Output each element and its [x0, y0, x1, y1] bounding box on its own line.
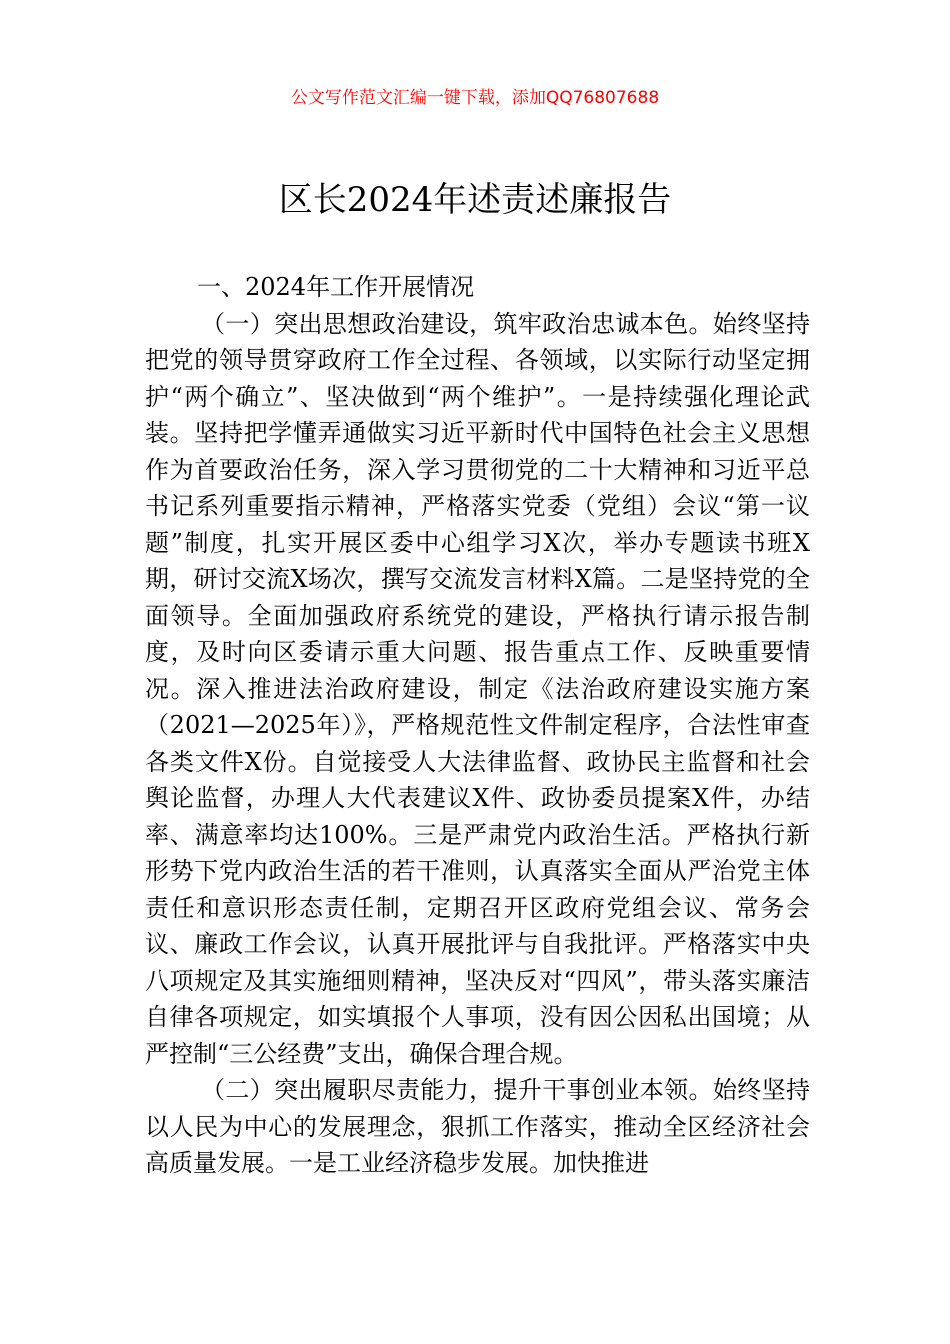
document-body — [145, 269, 810, 1182]
download-banner: 公文写作范文汇编一键下载，添加QQ76807688 — [290, 88, 660, 108]
section-heading: 一、2024年工作开展情况 — [197, 273, 475, 301]
paragraph: （二）突出履职尽责能力，提升干事创业本领。始终坚持以人民为中心的发展理念，狠抓工作落实，推动全区经济社会高质量发展。一是工业经济稳步发展。加快推进 — [145, 1076, 810, 1177]
document-title: 区长2024年述责述廉报告 — [278, 180, 672, 220]
paragraph: （一）突出思想政治建设，筑牢政治忠诚本色。始终坚持把党的领导贯穿政府工作全过程、各领域，以实际行动坚定拥护“两个确立”、坚决做到“两个维护”。一是持续强化理论武装。坚持把学懂弄通做实习近平新时代中国特色社会主义思想作为首要政治任务，深入学习贯彻党的二十大精神和习近平总书记系列重要指示精神，严格落实党委（党组）会议“第一议题”制度，扎实开展区委中心组学习X次，举办专题读书班X期，研讨交流X场次，撰写交流发言材料X篇。二是坚持党的全面领导。全面加强政府系统党的建设，严格执行请示报告制度，及时向区委请示重大问题、报告重点工作、反映重要情况。深入推进法治政府建设，制定《法治政府建设实施方案（2021—2025年）》，严格规范性文件制定程序，合法性审查各类文件X份。自觉接受人大法律监督、政协民主监督和社会舆论监督，办理人大代表建议X件、政协委员提案X件，办结率、满意率均达100%。三是严肃党内政治生活。严格执行新形势下党内政治生活的若干准则，认真落实全面从严治党主体责任和意识形态责任制，定期召开区政府党组会议、常务会议、廉政工作会议，认真开展批评与自我批评。严格落实中央八项规定及其实施细则精神，坚决反对“四风”，带头落实廉洁自律各项规定，如实填报个人事项，没有因公因私出国境；从严控制“三公经费”支出，确保合理合规。 — [145, 309, 810, 1068]
